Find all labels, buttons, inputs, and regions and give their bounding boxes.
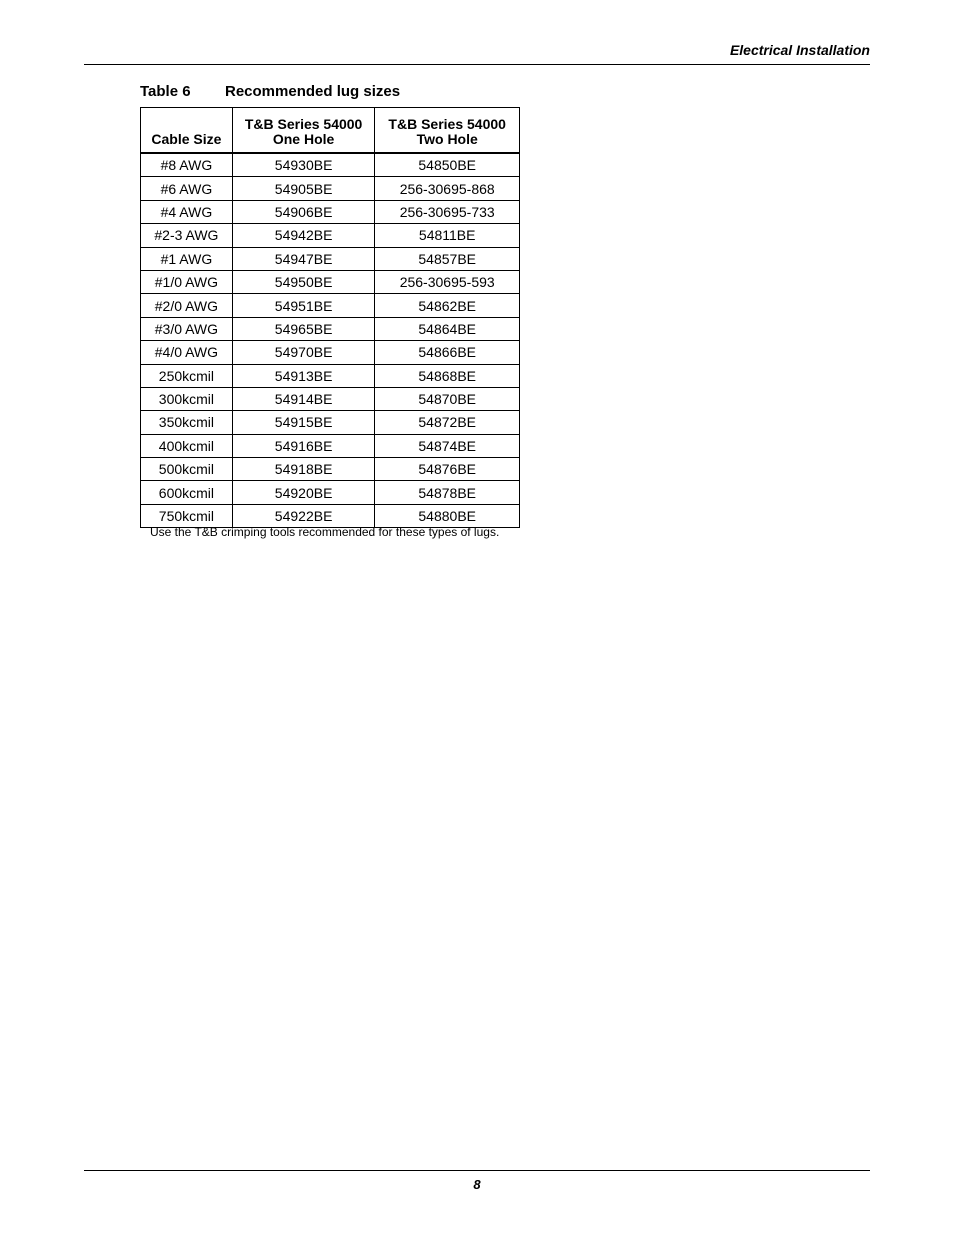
- table-cell: 54878BE: [375, 481, 520, 504]
- table-row: [141, 153, 520, 177]
- table-row: [141, 200, 520, 223]
- table-cell: 54850BE: [375, 153, 520, 177]
- footer-rule: [84, 1170, 870, 1171]
- table-cell: 750kcmil: [141, 504, 233, 527]
- table-cell: #8 AWG: [141, 153, 233, 177]
- table-cell: 54864BE: [375, 317, 520, 340]
- table-number: Table 6: [140, 83, 191, 100]
- table-cell: 350kcmil: [141, 411, 233, 434]
- table-cell: 54918BE: [232, 458, 375, 481]
- table-cell: 500kcmil: [141, 458, 233, 481]
- table-cell: 54880BE: [375, 504, 520, 527]
- table-cell: 250kcmil: [141, 364, 233, 387]
- table-cell: #4/0 AWG: [141, 341, 233, 364]
- table-cell: 256-30695-733: [375, 200, 520, 223]
- table-cell: #3/0 AWG: [141, 317, 233, 340]
- table-cell: 54947BE: [232, 247, 375, 270]
- table-cell: 256-30695-593: [375, 270, 520, 293]
- column-header-cable-size: [141, 108, 233, 154]
- table-header-row: [141, 108, 520, 154]
- page-number: 8: [473, 1177, 481, 1192]
- column-header-one-hole: [232, 108, 375, 154]
- column-header-line: Two Hole: [416, 131, 478, 147]
- table-title: Recommended lug sizes: [225, 83, 401, 100]
- table-cell: 54874BE: [375, 434, 520, 457]
- table-row: [141, 411, 520, 434]
- column-header-line: T&B Series 54000: [388, 116, 506, 132]
- column-header-line: Cable Size: [151, 131, 222, 147]
- table-cell: #1/0 AWG: [141, 270, 233, 293]
- table-cell: 54862BE: [375, 294, 520, 317]
- column-header-line: One Hole: [272, 131, 335, 147]
- table-row: [141, 247, 520, 270]
- table-cell: 54916BE: [232, 434, 375, 457]
- table-cell: 54811BE: [375, 224, 520, 247]
- column-header-line: T&B Series 54000: [244, 116, 363, 132]
- running-header: Electrical Installation: [729, 42, 870, 58]
- table-row: [141, 177, 520, 200]
- table-cell: 54872BE: [375, 411, 520, 434]
- header-rule: [84, 64, 870, 65]
- table-cell: 256-30695-868: [375, 177, 520, 200]
- table-row: [141, 387, 520, 410]
- table-cell: 54913BE: [232, 364, 375, 387]
- table-cell: 54876BE: [375, 458, 520, 481]
- table-cell: 54965BE: [232, 317, 375, 340]
- table-cell: 54866BE: [375, 341, 520, 364]
- table-row: [141, 224, 520, 247]
- table-row: [141, 270, 520, 293]
- table-cell: 54942BE: [232, 224, 375, 247]
- table-note: Use the T&B crimping tools recommended for these types of lugs.: [150, 525, 500, 539]
- table-cell: 300kcmil: [141, 387, 233, 410]
- table-row: [141, 458, 520, 481]
- table-cell: #6 AWG: [141, 177, 233, 200]
- table-cell: 54870BE: [375, 387, 520, 410]
- table-cell: 54950BE: [232, 270, 375, 293]
- lug-sizes-table: [140, 107, 520, 528]
- table-cell: #2-3 AWG: [141, 224, 233, 247]
- table-cell: 54930BE: [232, 153, 375, 177]
- table-cell: 54951BE: [232, 294, 375, 317]
- column-header-two-hole: [375, 108, 520, 154]
- table-row: [141, 364, 520, 387]
- table-row: [141, 434, 520, 457]
- table-cell: #2/0 AWG: [141, 294, 233, 317]
- table-row: [141, 481, 520, 504]
- table-cell: 600kcmil: [141, 481, 233, 504]
- table-cell: 54922BE: [232, 504, 375, 527]
- table-cell: 54920BE: [232, 481, 375, 504]
- table-cell: 54906BE: [232, 200, 375, 223]
- table-cell: #4 AWG: [141, 200, 233, 223]
- table-cell: 54905BE: [232, 177, 375, 200]
- table-cell: 54914BE: [232, 387, 375, 410]
- table-row: [141, 341, 520, 364]
- table-row: [141, 294, 520, 317]
- table-cell: #1 AWG: [141, 247, 233, 270]
- table-cell: 54868BE: [375, 364, 520, 387]
- table-cell: 400kcmil: [141, 434, 233, 457]
- table-cell: 54915BE: [232, 411, 375, 434]
- table-caption: [140, 83, 400, 100]
- table-row: [141, 317, 520, 340]
- table-cell: 54970BE: [232, 341, 375, 364]
- table-cell: 54857BE: [375, 247, 520, 270]
- table-body: [141, 153, 520, 528]
